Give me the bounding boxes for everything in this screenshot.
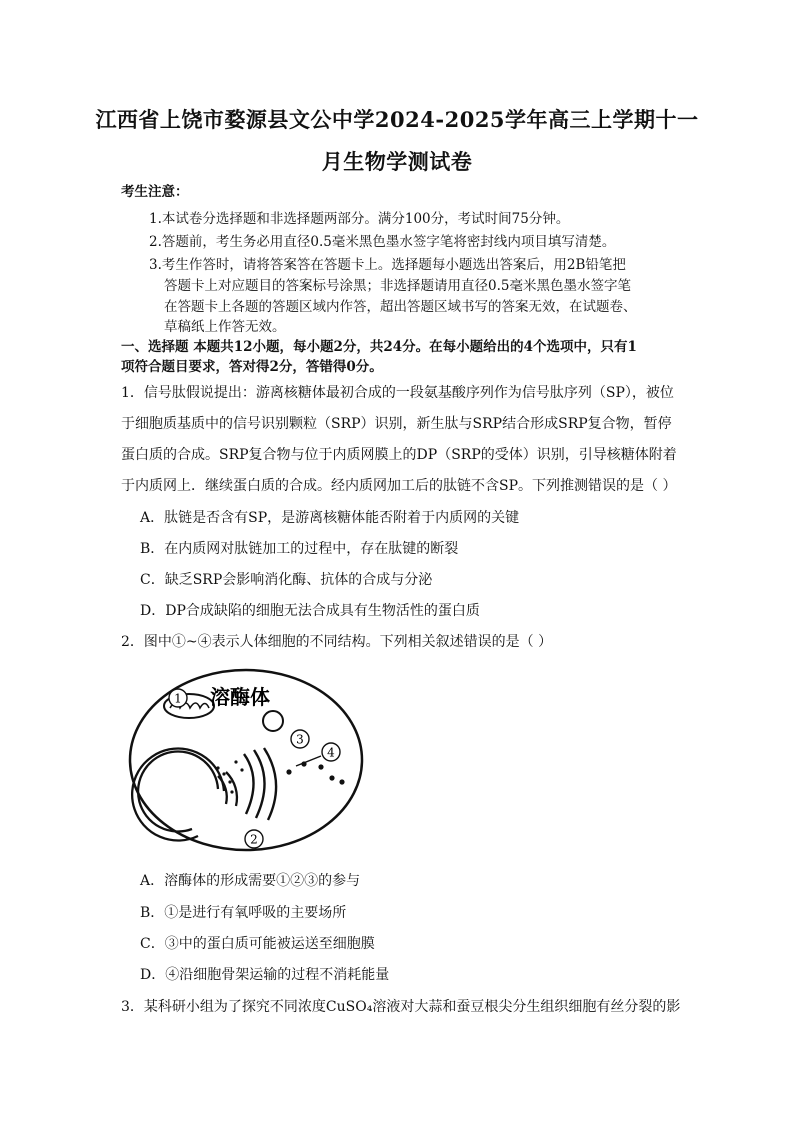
ribosome-dot <box>240 768 243 771</box>
vesicle <box>339 779 344 784</box>
golgi-apparatus <box>244 748 276 820</box>
ribosome-dot <box>228 780 231 783</box>
pointer-line <box>296 756 321 766</box>
q2-option-b: B．①是进行有氧呼吸的主要场所 <box>140 905 347 921</box>
marker-1-label: 1 <box>174 691 182 706</box>
ribosome-dot <box>234 760 237 763</box>
q3-stem: 3．某科研小组为了探究不同浓度CuSO₄溶液对大蒜和蚕豆根尖分生组织细胞有丝分裂的影 <box>121 999 681 1015</box>
marker-2-label: 2 <box>250 832 258 847</box>
notice-item-3: 3.考生作答时，请将答案答在答题卡上。选择题每小题选出答案后，用2B铅笔把 <box>149 257 626 273</box>
notice-item-2: 2.答题前，考生务必用直径0.5毫米黑色墨水签字笔将密封线内项目填写清楚。 <box>149 234 616 250</box>
q1-stem-line-3: 蛋白质的合成。SRP复合物与位于内质网膜上的DP（SRP的受体）识别，引导核糖体附着 <box>121 447 677 463</box>
notice-item-3-cont-1: 答题卡上对应题目的答案标号涂黑；非选择题请用直径0.5毫米黑色墨水签字笔 <box>164 278 631 294</box>
lysosome <box>263 711 283 731</box>
marker-4-label: 4 <box>327 745 335 760</box>
section-heading-line-1: 一、选择题 本题共12小题，每小题2分，共24分。在每小题给出的4个选项中，只有1 <box>121 339 637 355</box>
lysosome-label: 溶酶体 <box>210 685 270 709</box>
ribosome-dot <box>222 772 225 775</box>
q2-stem: 2．图中①~④表示人体细胞的不同结构。下列相关叙述错误的是（ ） <box>121 634 553 650</box>
vesicle <box>329 775 334 780</box>
ribosome-dot <box>230 790 233 793</box>
notice-item-3-cont-2: 在答题卡上各题的答题区域内作答，超出答题区域书写的答案无效，在试题卷、 <box>164 299 637 315</box>
section-heading-line-2: 项符合题目要求，答对得2分，答错得0分。 <box>121 359 383 375</box>
vesicle <box>318 764 323 769</box>
q2-option-d: D．④沿细胞骨架运输的过程不消耗能量 <box>140 967 390 983</box>
q2-option-a: A．溶酶体的形成需要①②③的参与 <box>140 873 361 889</box>
notice-heading: 考生注意： <box>121 184 189 200</box>
notice-item-1: 1.本试卷分选择题和非选择题两部分。满分100分，考试时间75分钟。 <box>149 211 570 227</box>
ribosome-dots <box>216 766 219 769</box>
marker-3-label: 3 <box>296 732 304 747</box>
q1-option-b: B．在内质网对肽链加工的过程中，存在肽键的断裂 <box>140 541 459 557</box>
q1-option-c: C．缺乏SRP会影响消化酶、抗体的合成与分泌 <box>140 572 433 588</box>
q2-option-c: C．③中的蛋白质可能被运送至细胞膜 <box>140 936 375 952</box>
q1-stem-line-1: 1．信号肽假说提出：游离核糖体最初合成的一段氨基酸序列作为信号肽序列（SP），被位 <box>121 385 674 401</box>
notice-item-3-cont-3: 草稿纸上作答无效。 <box>164 319 286 335</box>
endoplasmic-reticulum <box>132 749 237 841</box>
q1-option-a: A．肽链是否含有SP，是游离核糖体能否附着于内质网的关键 <box>140 510 520 526</box>
title-line-2: 月生物学测试卷 <box>321 149 473 174</box>
q1-stem-line-2: 于细胞质基质中的信号识别颗粒（SRP）识别，新生肽与SRP结合形成SRP复合物，暂停 <box>121 416 672 432</box>
title-line-1: 江西省上饶市婺源县文公中学2024-2025学年高三上学期十一 <box>95 107 699 132</box>
q1-stem-line-4: 于内质网上．继续蛋白质的合成。经内质网加工后的肽链不含SP。下列推测错误的是（ ） <box>121 478 677 494</box>
q1-option-d: D．DP合成缺陷的细胞无法合成具有生物活性的蛋白质 <box>140 603 480 619</box>
vesicle <box>286 769 291 774</box>
cell-diagram <box>126 664 366 859</box>
